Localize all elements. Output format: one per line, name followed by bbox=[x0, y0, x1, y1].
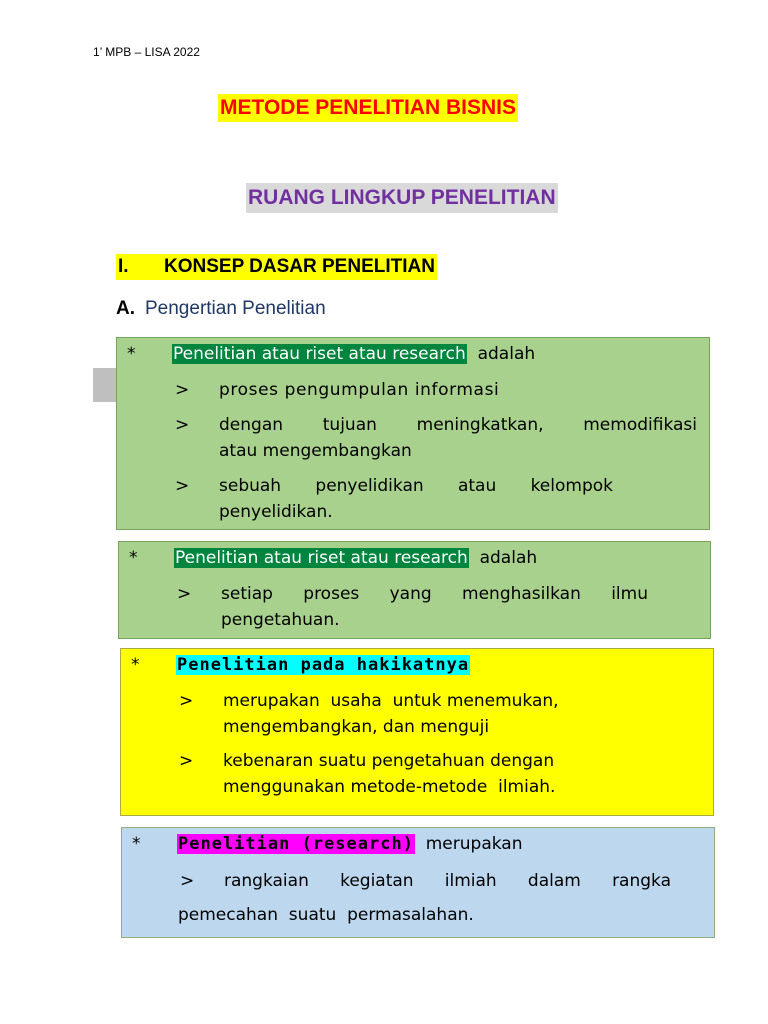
list-item-line: mengembangkan, dan menguji bbox=[223, 717, 490, 737]
arrow-symbol: > bbox=[179, 751, 194, 771]
section-number: I. bbox=[118, 256, 129, 277]
lead-verb: adalah bbox=[479, 548, 538, 568]
definition-box-4 bbox=[121, 827, 715, 938]
box-lead-line bbox=[176, 652, 470, 678]
definition-box-2 bbox=[118, 541, 711, 639]
arrow-symbol: > bbox=[179, 691, 194, 711]
highlight-term: Penelitian (research) bbox=[178, 834, 414, 854]
arrow-symbol: > bbox=[175, 415, 190, 435]
bullet-star: * bbox=[131, 655, 140, 675]
highlight-term: Penelitian pada hakikatnya bbox=[177, 655, 470, 675]
list-item-line: merupakan usaha untuk menemukan, bbox=[223, 691, 559, 711]
decorative-gray-bar bbox=[93, 368, 117, 402]
page-title: METODE PENELITIAN BISNIS bbox=[218, 94, 518, 122]
arrow-symbol: > bbox=[175, 380, 190, 400]
document-header: 1’ MPB – LISA 2022 bbox=[93, 45, 200, 59]
list-item bbox=[219, 412, 697, 464]
list-item-line: menggunakan metode-metode ilmiah. bbox=[223, 777, 556, 797]
list-item-line: atau mengembangkan bbox=[219, 441, 412, 461]
list-item bbox=[219, 473, 613, 525]
bullet-star: * bbox=[127, 344, 136, 364]
list-item bbox=[224, 868, 671, 894]
section-label: KONSEP DASAR PENELITIAN bbox=[164, 256, 435, 277]
definition-box-3 bbox=[120, 648, 714, 816]
lead-verb: merupakan bbox=[425, 834, 523, 854]
page-subtitle: RUANG LINGKUP PENELITIAN bbox=[246, 183, 558, 213]
list-item-line: kebenaran suatu pengetahuan dengan bbox=[223, 751, 555, 771]
list-item bbox=[223, 688, 693, 740]
list-item bbox=[223, 748, 693, 800]
lead-verb: adalah bbox=[477, 344, 536, 364]
bullet-star: * bbox=[129, 548, 138, 568]
arrow-symbol: > bbox=[180, 871, 195, 891]
definition-box-1 bbox=[116, 337, 710, 530]
list-item-line: penyelidikan. bbox=[219, 502, 333, 522]
highlight-term: Penelitian atau riset atau research bbox=[175, 548, 468, 568]
subsection-label: Pengertian Penelitian bbox=[145, 298, 326, 319]
list-item-line: proses pengumpulan informasi bbox=[219, 380, 500, 400]
list-item-line: setiap proses yang menghasilkan ilmu bbox=[221, 584, 648, 604]
list-item-line: pengetahuan. bbox=[221, 610, 340, 630]
section-heading bbox=[116, 254, 437, 280]
box-lead-line bbox=[174, 545, 537, 571]
list-item-continuation: pemecahan suatu permasalahan. bbox=[178, 905, 474, 925]
list-item bbox=[219, 377, 697, 403]
bullet-star: * bbox=[132, 834, 141, 854]
box-lead-line bbox=[177, 831, 522, 857]
subsection-heading bbox=[116, 298, 326, 320]
list-item-line: rangkaian kegiatan ilmiah dalam rangka bbox=[224, 871, 671, 891]
list-item bbox=[221, 581, 648, 633]
arrow-symbol: > bbox=[175, 476, 190, 496]
arrow-symbol: > bbox=[177, 584, 192, 604]
highlight-term: Penelitian atau riset atau research bbox=[173, 344, 466, 364]
box-lead-line bbox=[172, 341, 535, 367]
list-item-line: dengan tujuan meningkatkan, memodifikasi bbox=[219, 415, 697, 435]
subsection-letter: A. bbox=[116, 298, 135, 319]
list-item-line: sebuah penyelidikan atau kelompok bbox=[219, 476, 613, 496]
